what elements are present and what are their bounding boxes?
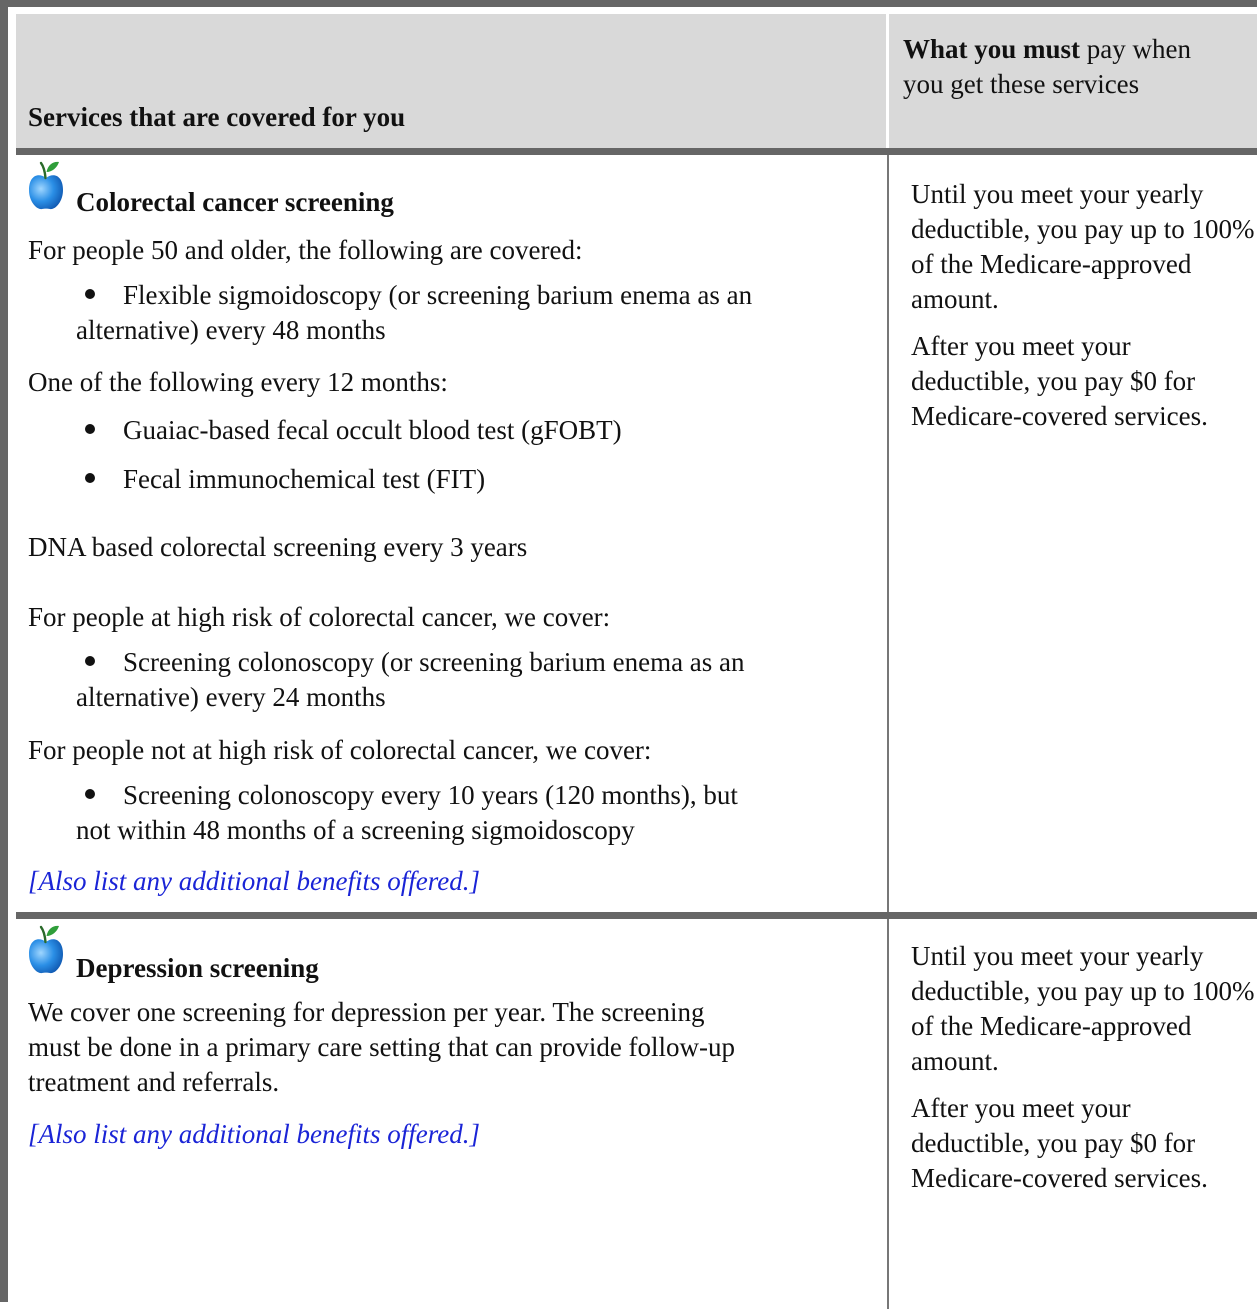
row-separator [16, 912, 1257, 919]
section-text: One of the following every 12 months: [28, 367, 448, 397]
bullet-dot [85, 789, 95, 799]
additional-benefits-placeholder: [Also list any additional benefits offered.] [28, 1119, 480, 1149]
description-line: must be done in a primary care setting that can provide follow-up [28, 1032, 736, 1062]
bullet-dot [85, 473, 95, 483]
list-item-text: Screening colonoscopy every 10 years (120 months), but [123, 780, 738, 810]
list-item [123, 413, 622, 448]
bullet-dot [85, 424, 95, 434]
apple-icon [28, 924, 64, 974]
header-divider [886, 14, 889, 148]
bullet-dot [85, 289, 95, 299]
payment-before-deductible: Until you meet your yearly deductible, you pay up to 100% of the Medicare-approved amount. [911, 179, 1255, 314]
header-payment-bold: What you must [903, 34, 1081, 64]
column-divider [887, 919, 889, 1309]
intro-text: For people 50 and older, the following are covered: [28, 235, 583, 265]
payment-after-deductible: After you meet your deductible, you pay $0 for Medicare-covered services. [911, 331, 1208, 431]
apple-icon [28, 160, 64, 210]
list-item-text: Screening colonoscopy (or screening barium enema as an [123, 647, 745, 677]
section-text: For people not at high risk of colorectal cancer, we cover: [28, 735, 652, 765]
description-line: We cover one screening for depression per year. The screening [28, 997, 705, 1027]
payment-info [911, 177, 1256, 446]
additional-benefits-placeholder: [Also list any additional benefits offered.] [28, 866, 480, 896]
list-item [123, 645, 745, 680]
list-item-continuation: alternative) every 24 months [76, 682, 386, 712]
payment-before-deductible: Until you meet your yearly deductible, you pay up to 100% of the Medicare-approved amount. [911, 941, 1255, 1076]
list-item [123, 462, 485, 497]
list-item-continuation: alternative) every 48 months [76, 315, 386, 345]
header-services-label: Services that are covered for you [28, 102, 406, 132]
header-payment-rest: pay when you get these services [903, 34, 1191, 99]
header-payment-label [903, 32, 1203, 102]
list-item [123, 778, 738, 813]
list-item [123, 278, 752, 313]
row-title: Colorectal cancer screening [76, 187, 394, 217]
row-title: Depression screening [76, 953, 319, 983]
row-separator [16, 148, 1257, 155]
description-line: treatment and referrals. [28, 1067, 280, 1097]
list-item-text: Guaiac-based fecal occult blood test (gFOBT) [123, 415, 622, 445]
list-item-continuation: not within 48 months of a screening sigmoidoscopy [76, 815, 635, 845]
list-item-text: Flexible sigmoidoscopy (or screening barium enema as an [123, 280, 753, 310]
section-text: DNA based colorectal screening every 3 years [28, 532, 528, 562]
bullet-dot [85, 656, 95, 666]
payment-after-deductible: After you meet your deductible, you pay $0 for Medicare-covered services. [911, 1093, 1208, 1193]
section-text: For people at high risk of colorectal cancer, we cover: [28, 602, 611, 632]
list-item-text: Fecal immunochemical test (FIT) [123, 464, 486, 494]
payment-info [911, 939, 1256, 1208]
